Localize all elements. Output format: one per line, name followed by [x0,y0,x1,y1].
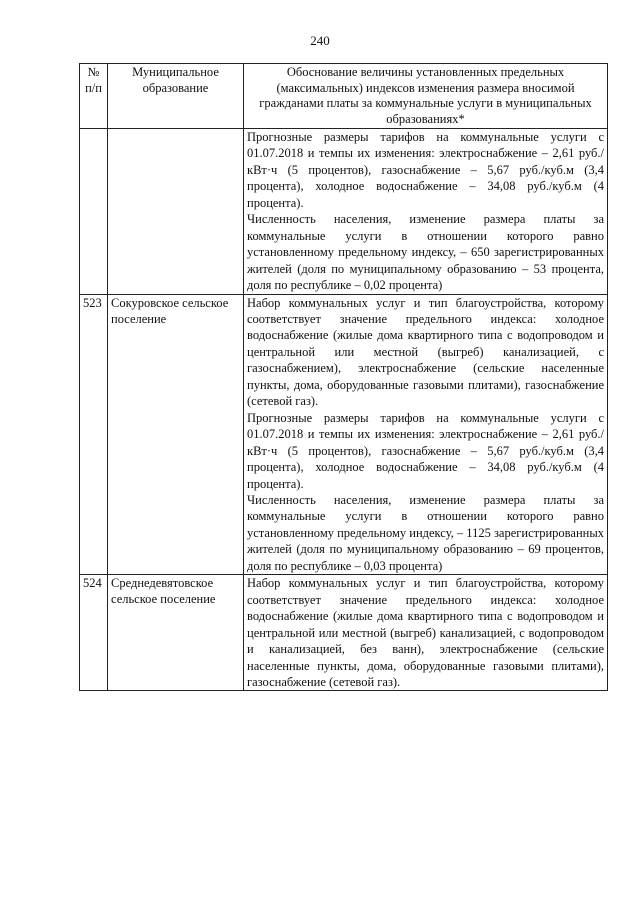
table-row [80,129,608,295]
row-justification [244,575,608,691]
header-municipality: Муниципальное образование [108,64,244,129]
row-justification [244,294,608,575]
table-row [80,294,608,575]
justification-paragraph: Набор коммунальных услуг и тип благоустройства, которому соответствует значение предельного индекса: холодное водоснабжение (жилые дома квартирного типа с водопроводом и центральной или местной (выгреб) канализацией, с водопроводом и канализацией, без ванн), электроснабжение (сельские населенные пункты, дома, оборудованные газовыми плитами), газоснабжение (сетевой газ). [247,576,604,689]
header-num: № п/п [80,64,108,129]
tariff-justification-table [79,63,608,691]
row-num: 523 [80,294,108,575]
row-municipality [108,129,244,295]
header-justification: Обоснование величины установленных предельных (максимальных) индексов изменения размера вносимой гражданами платы за коммунальные услуги в муниципальных образованиях* [244,64,608,129]
table-header-row [80,64,608,129]
row-municipality: Среднедевятовское сельское поселение [108,575,244,691]
table-row [80,575,608,691]
row-justification [244,129,608,295]
justification-paragraph: Прогнозные размеры тарифов на коммунальные услуги с 01.07.2018 и темпы их изменения: электроснабжение – 2,61 руб./кВт·ч (5 процентов), газоснабжение – 5,67 руб./куб.м (3,4 процента), холодное водоснабжение – 34,08 руб./куб.м (4 процента). [247,130,604,210]
justification-paragraph: Набор коммунальных услуг и тип благоустройства, которому соответствует значение предельного индекса: холодное водоснабжение (жилые дома квартирного типа с водопроводом и центральной или местной (выгреб) канализацией, с газоснабжением), электроснабжение (сельские населенные пункты, дома, оборудованные газовыми плитами), газоснабжение (сетевой газ). [247,295,604,409]
page-number: 240 [310,33,330,48]
justification-paragraph: Численность населения, изменение размера платы за коммунальные услуги в отношении которого равно установленному предельному индексу, – 1125 зарегистрированных жителей (доля по муниципальному образованию – 69 процентов, доля по республике – 0,03 процента) [247,492,604,573]
row-municipality: Сокуровское сельское поселение [108,294,244,575]
justification-paragraph: Прогнозные размеры тарифов на коммунальные услуги с 01.07.2018 и темпы их изменения: электроснабжение – 2,61 руб./кВт·ч (5 процентов), газоснабжение – 5,67 руб./куб.м (3,4 процента), холодное водоснабжение – 34,08 руб./куб.м (4 процента). [247,410,604,491]
row-num: 524 [80,575,108,691]
justification-paragraph: Численность населения, изменение размера платы за коммунальные услуги в отношении которого равно установленному предельному индексу, – 650 зарегистрированных жителей (доля по муниципальному образованию – 53 процента, доля по республике – 0,02 процента) [247,212,604,293]
row-num [80,129,108,295]
